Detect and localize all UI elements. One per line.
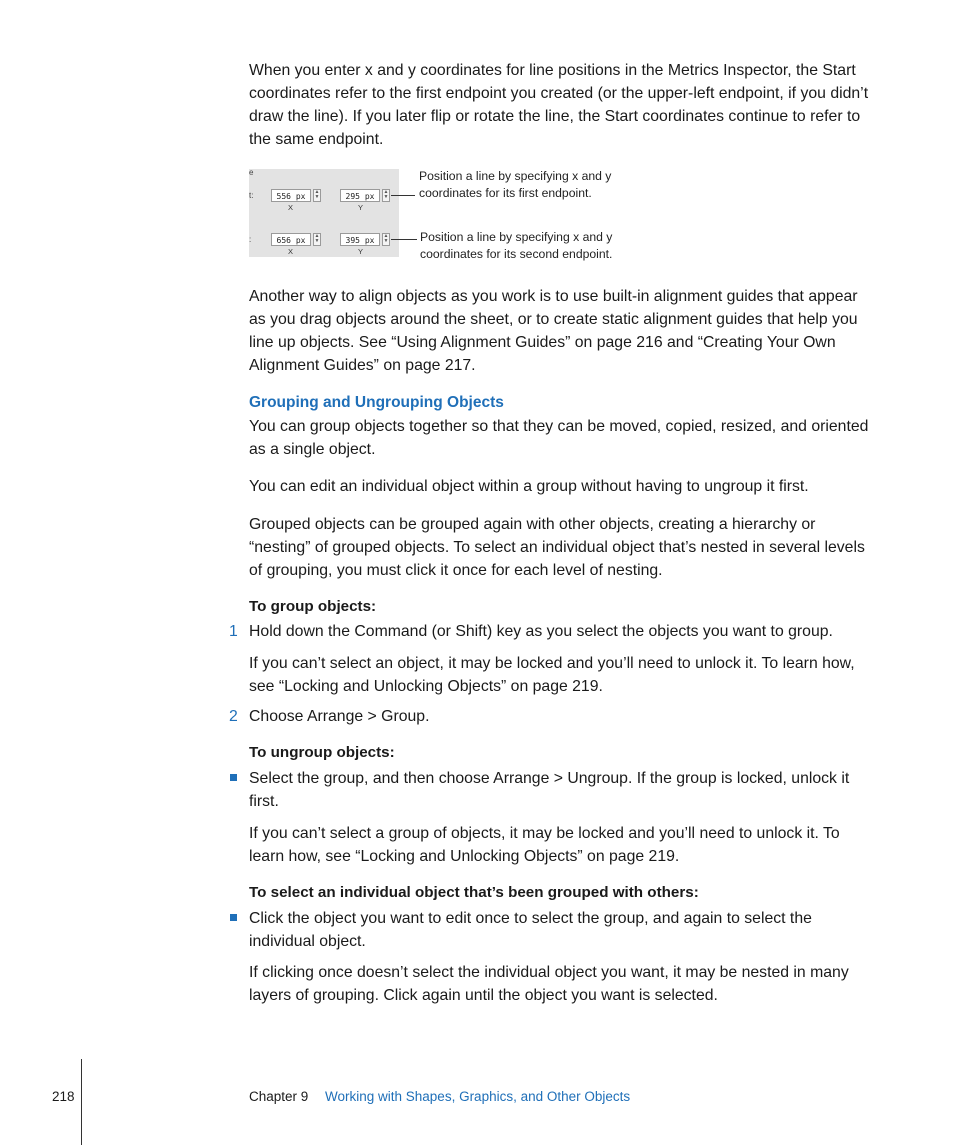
chapter-label: Chapter 9 [249,1089,309,1104]
end-y-field[interactable]: 395 px [340,233,380,246]
x-axis-label: X [288,247,294,256]
step-1: Hold down the Command (or Shift) key as you select the objects you want to group. [249,623,833,640]
step-number-1: 1 [229,623,238,640]
figure-caption-2: Position a line by specifying x and y coordinates for its second endpoint. [420,230,613,261]
step-2: Choose Arrange > Group. [249,708,430,725]
footer-rule [81,1059,82,1145]
section-heading: Grouping and Ungrouping Objects [249,394,504,411]
y-axis-label: Y [358,247,364,256]
callout-line-2 [391,239,417,240]
clipped-label: e [249,168,254,177]
task-select-title: To select an individual object that’s been grouped with others: [249,884,699,901]
x-axis-label: X [288,203,294,212]
end-x-field[interactable]: 656 px [271,233,311,246]
alignment-paragraph: Another way to align objects as you work is to use built-in alignment guides that appear as you drag objects around the sheet, or to create static alignment guides that help you line up objects. See “Using Alignment Guides” on page 216 and “Creating Your Own Alignment Guides” on page 217. [249,288,858,374]
group-paragraph-3: Grouped objects can be grouped again with other objects, creating a hierarchy or “nesting” of grouped objects. To select an individual object that’s nested in several levels of grouping, you must click it once for each level of nesting. [249,516,865,579]
group-paragraph-2: You can edit an individual object within a group without having to ungroup it first. [249,478,809,495]
group-paragraph-1: You can group objects together so that they can be moved, copied, resized, and oriented as a single object. [249,418,869,458]
start-x-stepper[interactable]: ▲ ▼ [314,189,320,200]
clipped-label: t: [249,191,254,200]
end-x-stepper[interactable]: ▲ ▼ [314,233,320,244]
page-number: 218 [52,1089,75,1104]
callout-line-1 [391,195,415,196]
ungroup-note: If you can’t select a group of objects, it may be locked and you’ll need to unlock it. To learn how, see “Locking and Unlocking Objects” on page 219. [249,825,840,865]
select-note: If clicking once doesn’t select the individual object you want, it may be nested in many layers of grouping. Click again until the object you want is selected. [249,964,849,1004]
start-x-field[interactable]: 556 px [271,189,311,202]
end-y-stepper[interactable]: ▲ ▼ [383,233,389,244]
metrics-inspector-figure [249,169,399,257]
step-number-2: 2 [229,708,238,725]
ungroup-item: Select the group, and then choose Arrange > Ungroup. If the group is locked, unlock it first. [249,770,850,810]
bullet-icon [230,914,237,921]
clipped-label: : [249,235,252,244]
task-group-title: To group objects: [249,598,377,615]
start-y-field[interactable]: 295 px [340,189,380,202]
bullet-icon [230,774,237,781]
chapter-title: Working with Shapes, Graphics, and Other Objects [325,1089,631,1104]
y-axis-label: Y [358,203,364,212]
task-ungroup-title: To ungroup objects: [249,744,395,761]
figure-caption-1: Position a line by specifying x and y coordinates for its first endpoint. [419,169,612,200]
intro-paragraph: When you enter x and y coordinates for line positions in the Metrics Inspector, the Start coordinates refer to the first endpoint you created (or the upper-left endpoint, if you didn’t draw the line). If you later flip or rotate the line, the Start coordinates continue to refer to the same endpoint. [249,62,869,148]
select-item: Click the object you want to edit once to select the group, and again to select the individual object. [249,910,812,950]
start-y-stepper[interactable]: ▲ ▼ [383,189,389,200]
step-1-note: If you can’t select an object, it may be locked and you’ll need to unlock it. To learn how, see “Locking and Unlocking Objects” on page 219. [249,655,855,695]
